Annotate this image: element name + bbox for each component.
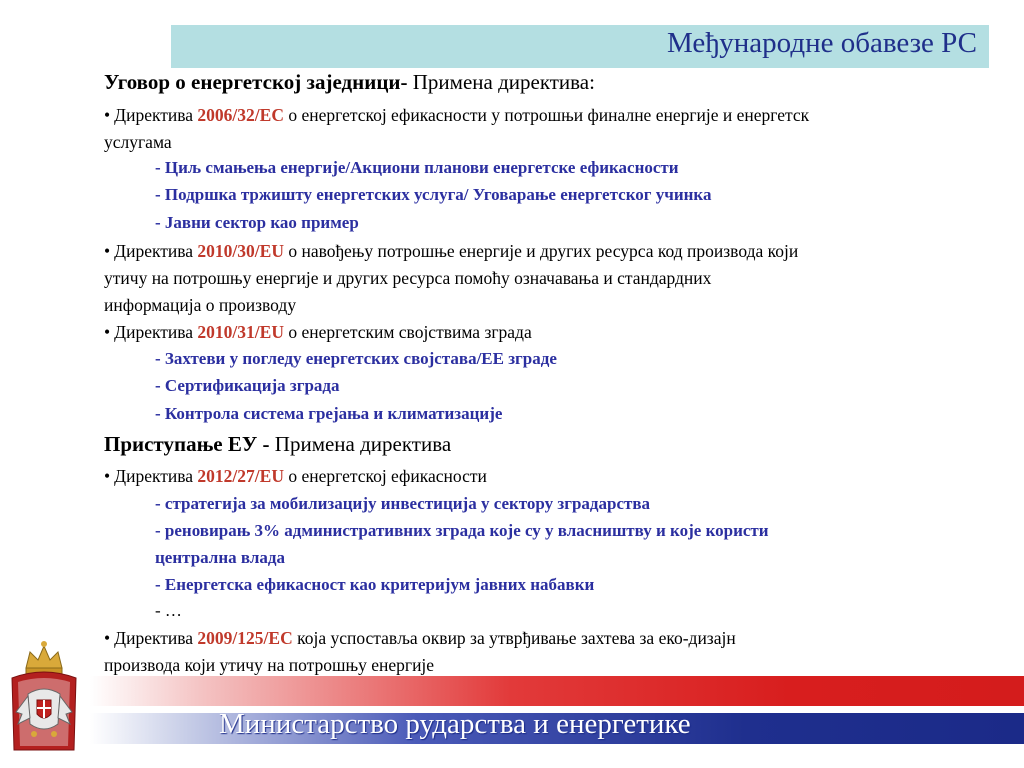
sub-item: - Контрола система грејања и климатизације <box>155 404 503 423</box>
sub-item: - реновирањ 3% административних зграда које су у власништву и које користи <box>155 521 769 540</box>
sub-item: - Енергетска ефикасност као критеријум јавних набавки <box>155 575 595 594</box>
header-band <box>171 25 989 68</box>
footer-red-band <box>90 676 1024 706</box>
sub-item: - Јавни сектор као пример <box>155 213 359 232</box>
sub-item: - Подршка тржишту енергетских услуга/ Уговарање енергетског учинка <box>155 185 712 204</box>
sub-item: централна влада <box>155 548 285 567</box>
directive-text-continuation: производа који утичу на потрошњу енергије <box>104 655 435 675</box>
directive-code: 2010/30/EU <box>197 241 284 261</box>
directive-code: 2012/27/EU <box>197 466 284 486</box>
serbian-coat-of-arms-icon <box>8 638 80 756</box>
bullet-icon: • <box>104 628 111 648</box>
bullet-icon: • <box>104 466 111 486</box>
directive-text-continuation: утичу на потрошњу енергије и других ресурса помоћу означавања и стандардних <box>104 268 712 288</box>
slide-content <box>104 69 1024 681</box>
section-heading-energy-community: Уговор о енергетској заједници- Примена директива: <box>104 70 595 94</box>
directive-item-2012-27: • Директива 2012/27/EU о енергетској ефикасности <box>104 466 487 486</box>
sub-item: - Циљ смањења енергије/Акциони планови енергетске ефикасности <box>155 158 679 177</box>
section-heading-eu-accession: Приступање ЕУ - Примена директива <box>104 432 452 456</box>
sub-item: - Захтеви у погледу енергетских својстава/ЕЕ зграде <box>155 349 557 368</box>
directive-text-continuation: информација о производу <box>104 295 297 315</box>
sub-item: - Сертификација зграда <box>155 376 340 395</box>
sub-item: - стратегија за мобилизацију инвестиција у сектору зградарства <box>155 494 651 513</box>
bullet-icon: • <box>104 105 111 125</box>
bullet-icon: • <box>104 322 111 342</box>
ministry-name: Министарство рударства и енергетике <box>219 708 691 740</box>
directive-item-2009-125: • Директива 2009/125/ЕС која успоставља оквир за утврђивање захтева за еко-дизајн <box>104 628 736 648</box>
slide-title: Међународне обавезе РС <box>666 27 977 59</box>
directive-item-2010-30: • Директива 2010/30/EU о навођењу потрошње енергије и других ресурса код производа који <box>104 241 799 261</box>
directive-code: 2006/32/ЕС <box>197 105 284 125</box>
bullet-icon: • <box>104 241 111 261</box>
directive-item-2010-31: • Директива 2010/31/EU о енергетским својствима зграда <box>104 322 532 342</box>
directive-text-continuation: услугама <box>104 132 172 152</box>
directive-code: 2010/31/EU <box>197 322 284 342</box>
directive-item-2006-32: • Директива 2006/32/ЕС о енергетској ефикасности у потрошњи финалне енергије и енергетск <box>104 105 810 125</box>
directive-code: 2009/125/ЕС <box>197 628 293 648</box>
sub-item-ellipsis: - … <box>155 601 182 620</box>
